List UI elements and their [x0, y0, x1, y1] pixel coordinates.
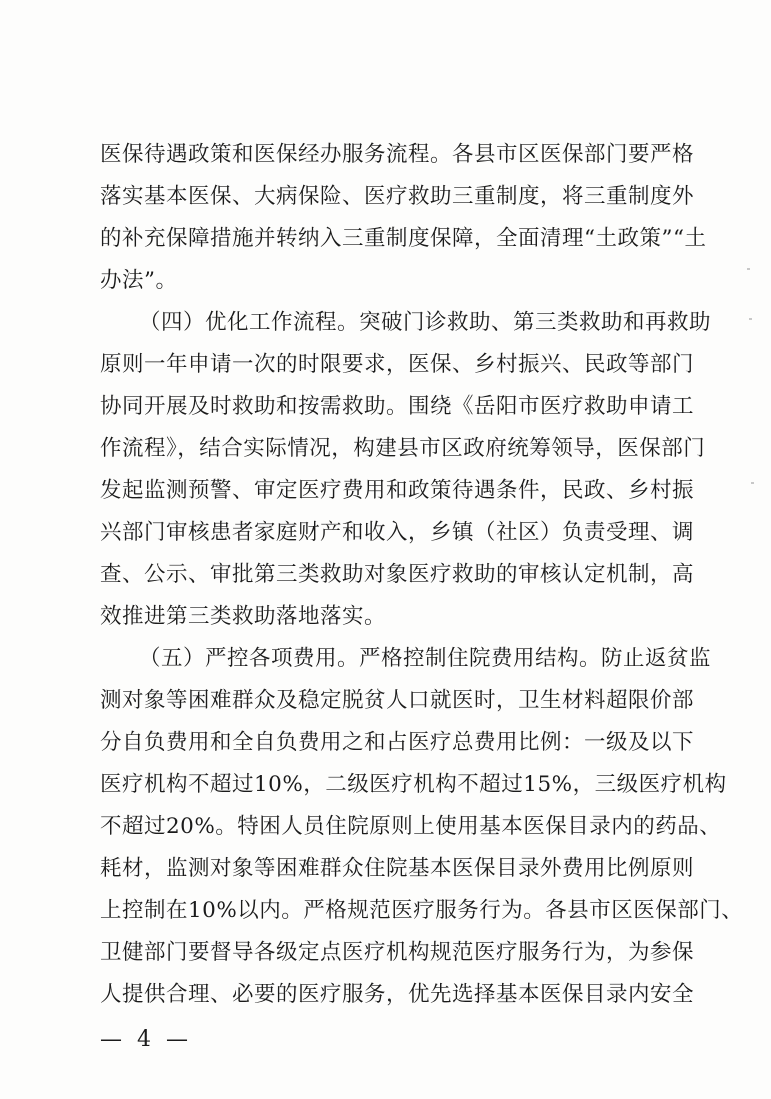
text-line-14: 测对象等困难群众及稳定脱贫人口就医时，卫生材料超限价部	[100, 688, 695, 713]
text-line-9: 发起监测预警、审定医疗费用和政策待遇条件，民政、乡村振	[100, 478, 695, 503]
text-line-17: 不超过20%。特困人员住院原则上使用基本医保目录内的药品、	[100, 814, 722, 839]
text-line-16: 医疗机构不超过10%，二级医疗机构不超过15%，三级医疗机构	[100, 772, 727, 797]
text-line-7: 协同开展及时救助和按需救助。围绕《岳阳市医疗救助申请工	[100, 394, 695, 419]
text-line-12: 效推进第三类救助落地落实。	[100, 604, 387, 629]
scan-speck	[751, 482, 754, 484]
text-line-1: 医保待遇政策和医保经办服务流程。各县市区医保部门要严格	[100, 142, 695, 167]
text-line-11: 查、公示、审批第三类救助对象医疗救助的审核认定机制，高	[100, 562, 695, 587]
text-line-21: 人提供合理、必要的医疗服务，优先选择基本医保目录内安全	[100, 982, 695, 1007]
text-line-15: 分自负费用和全自负费用之和占医疗总费用比例：一级及以下	[100, 730, 695, 755]
text-line-20: 卫健部门要督导各级定点医疗机构规范医疗服务行为，为参保	[100, 940, 695, 965]
text-line-8: 作流程》，结合实际情况，构建县市区政府统筹领导，医保部门	[100, 436, 706, 461]
text-line-2: 落实基本医保、大病保险、医疗救助三重制度，将三重制度外	[100, 184, 695, 209]
scan-speck	[747, 268, 750, 270]
text-line-4: 办法”。	[100, 268, 178, 293]
text-line-3: 的补充保障措施并转纳入三重制度保障，全面清理“土政策”“土	[100, 226, 707, 251]
text-line-18: 耗材，监测对象等困难群众住院基本医保目录外费用比例原则	[100, 856, 695, 881]
text-line-5: （四）优化工作流程。突破门诊救助、第三类救助和再救助	[139, 310, 712, 335]
text-line-19: 上控制在10%以内。严格规范医疗服务行为。各县市区医保部门、	[100, 898, 744, 923]
scan-speck	[749, 318, 752, 320]
text-line-6: 原则一年申请一次的时限要求，医保、乡村振兴、民政等部门	[100, 352, 695, 377]
text-line-10: 兴部门审核患者家庭财产和收入，乡镇（社区）负责受理、调	[100, 520, 695, 545]
text-line-13: （五）严控各项费用。严格控制住院费用结构。防止返贫监	[139, 646, 712, 671]
page-number: — 4 —	[100, 1027, 192, 1052]
